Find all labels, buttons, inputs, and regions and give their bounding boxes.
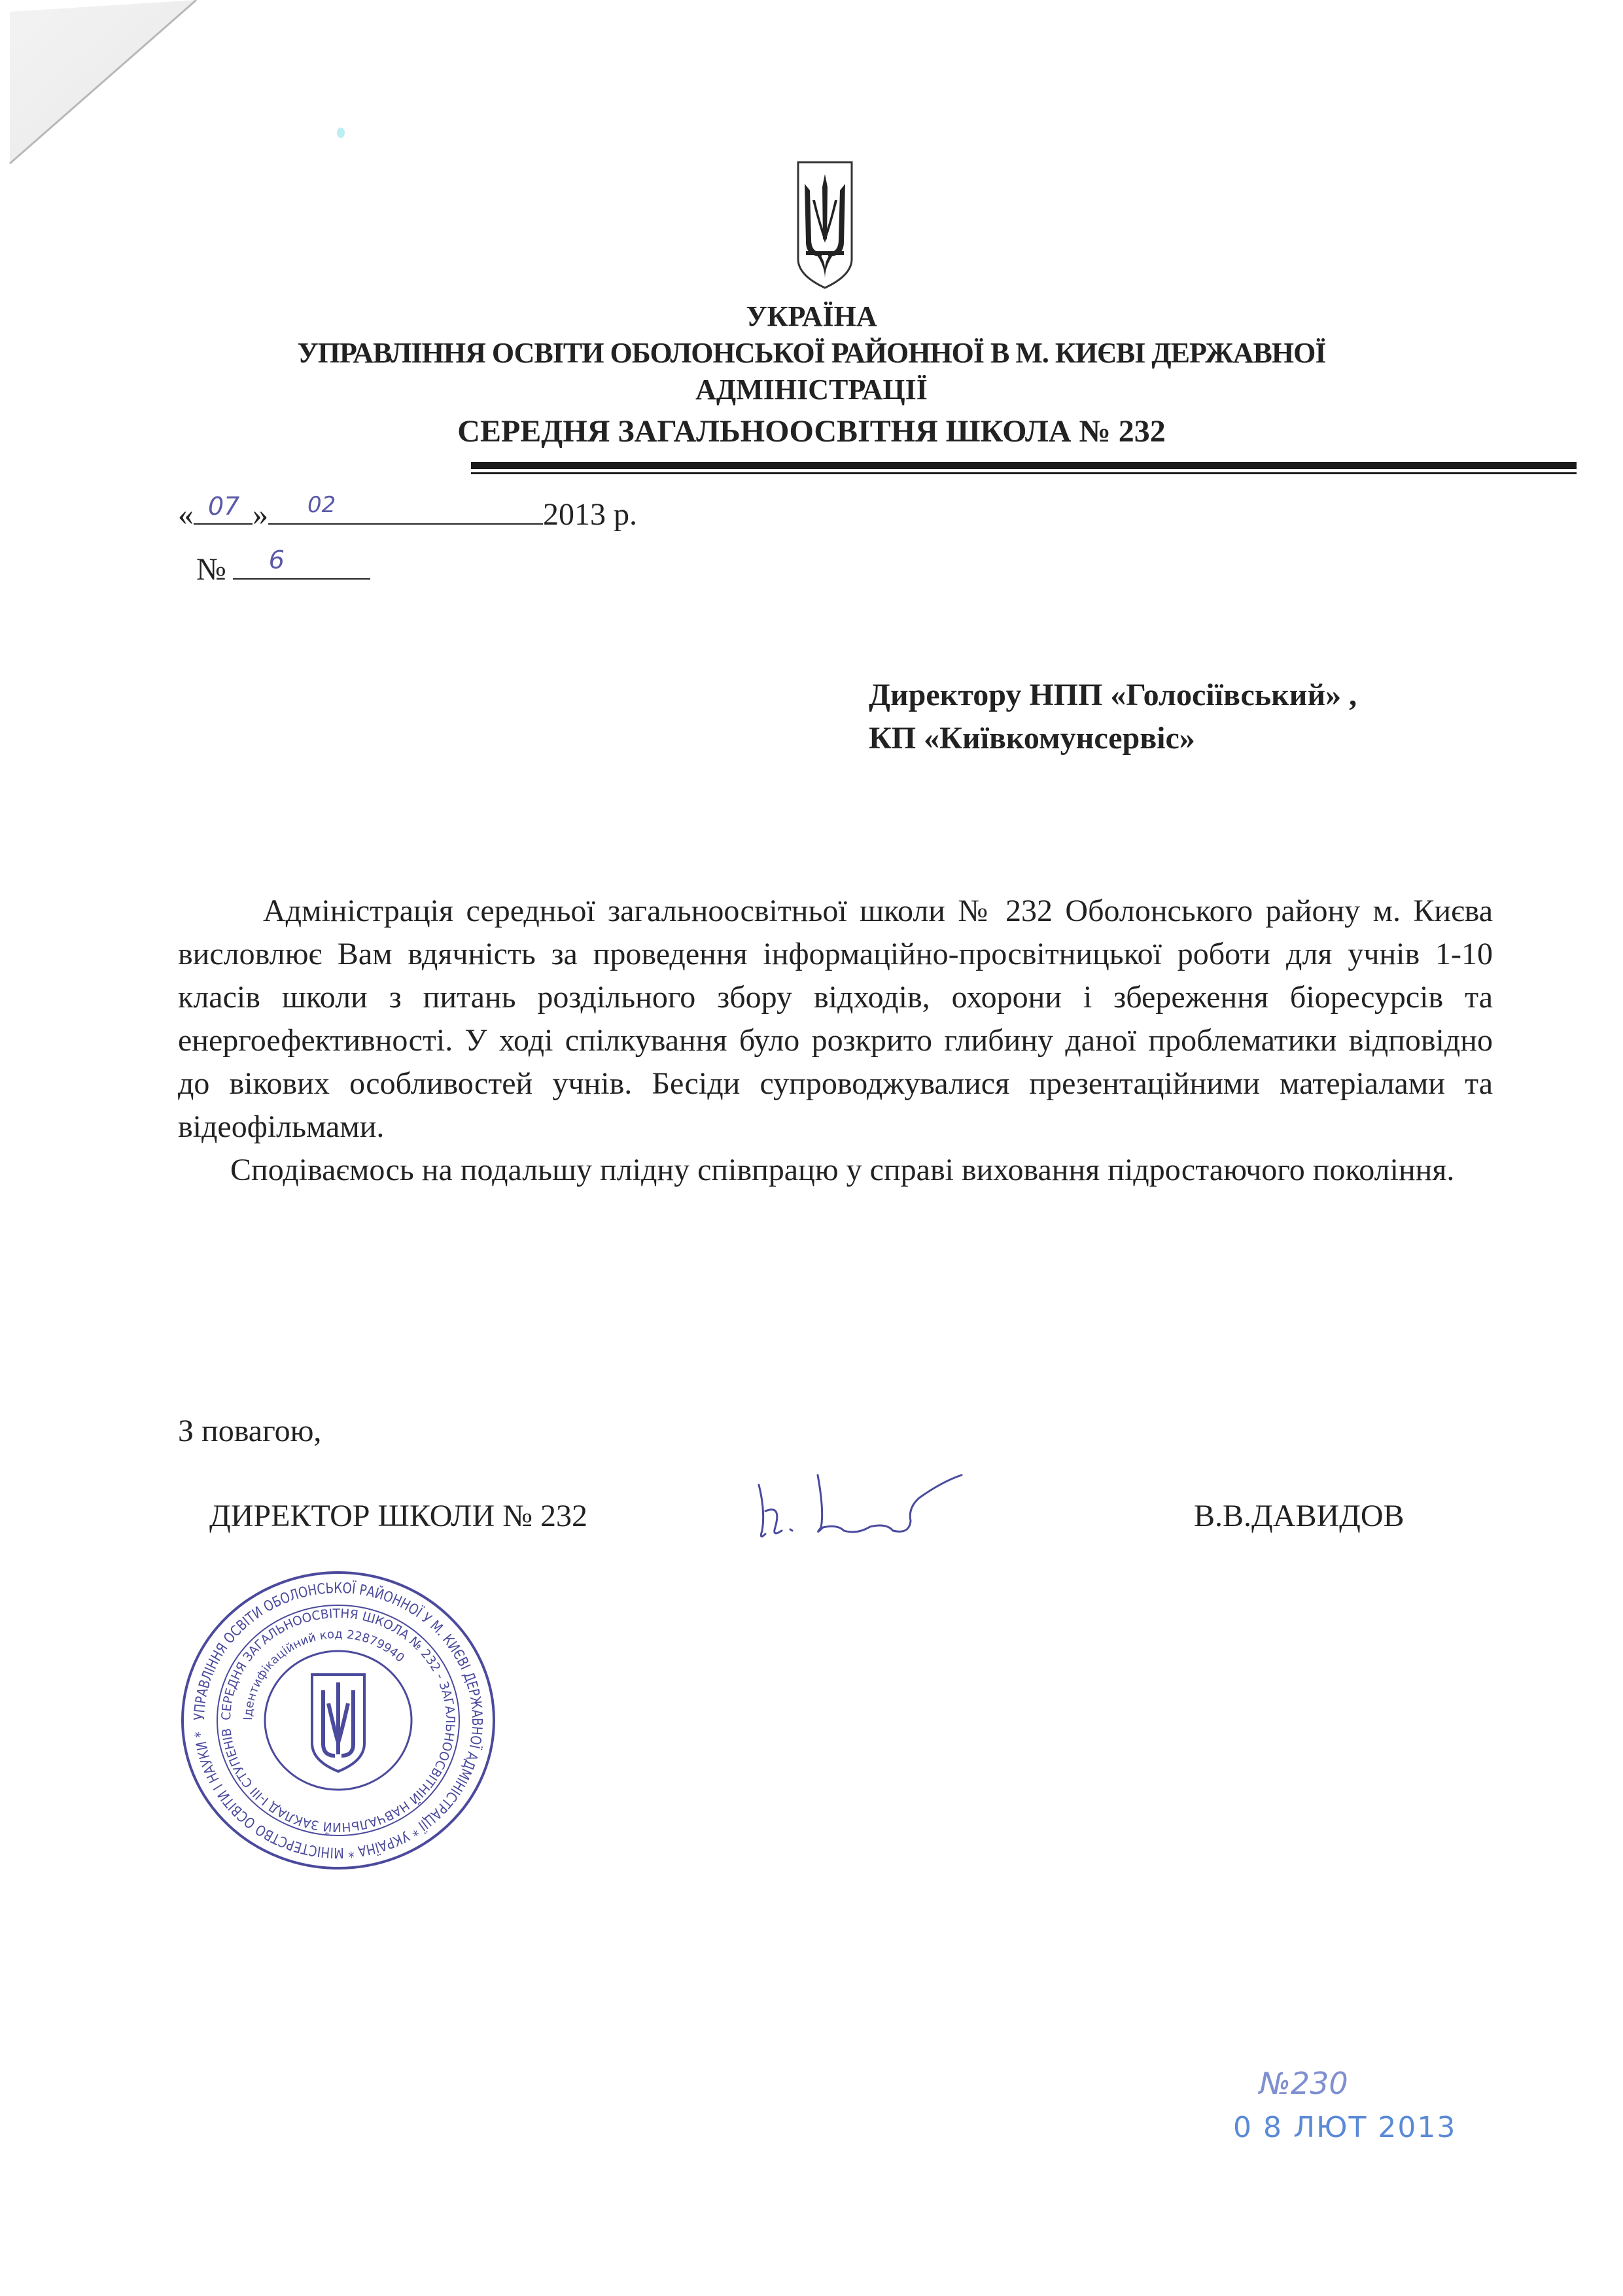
handwritten-signature <box>746 1472 994 1544</box>
number-field <box>233 546 370 580</box>
letterhead-department-line2: АДМІНІСТРАЦІЇ <box>695 374 928 406</box>
letterhead-country: УКРАЇНА <box>746 300 877 332</box>
body-paragraph-1: Адміністрація середньої загальноосвітньої школи № 232 Оболонського району м. Києва висловлює Вам вдячність за проведення інформаційно-просвітницької роботи для учнів 1-10 класів школи з питань роздільного збору відходів, охорони і збереження біоресурсів та енергоефективності. У ході спілкування було розкрито глибину даної проблематики відповідно до вікових особливостей учнів. Бесіди супроводжувалися презентаційними матеріалами та відеофільмами. <box>178 894 1493 1144</box>
outgoing-number-line <box>196 546 370 588</box>
body-paragraph-2: Сподіваємось на подальшу плідну співпрацю у справі виховання підростаючого покоління. <box>230 1153 1455 1187</box>
official-round-seal <box>178 1570 498 1871</box>
letter-body <box>178 890 1493 1192</box>
handwritten-month: 02 <box>307 492 336 518</box>
addressee-block <box>869 674 1588 760</box>
signatory-name: В.В.ДАВИДОВ <box>1194 1499 1405 1533</box>
outgoing-date-line <box>178 492 637 533</box>
number-label: № <box>196 552 226 587</box>
handwritten-number: 6 <box>268 546 285 574</box>
month-field <box>268 492 543 525</box>
closing-phrase: З повагою, <box>178 1414 322 1448</box>
seal-outer-text: УПРАВЛІННЯ ОСВІТИ ОБОЛОНСЬКОЇ РАЙОННОЇ У М. КИЄВІ ДЕРЖАВНОЇ АДМІНІСТРАЦІЇ * УКРАЇНА * МІНІСТЕРСТВО ОСВІТИ І НАУКИ * <box>191 1580 485 1861</box>
day-field <box>194 492 253 525</box>
scan-artifact <box>337 128 345 138</box>
open-quote: « <box>178 497 194 532</box>
seal-middle-text: СЕРЕДНЯ ЗАГАЛЬНООСВІТНЯ ШКОЛА № 232 - ЗАГАЛЬНООСВІТНІЙ НАВЧАЛЬНИЙ ЗАКЛАД І-ІІІ СТУПЕНІВ <box>218 1606 458 1835</box>
letterhead-rule-thick <box>471 462 1577 469</box>
close-quote: » <box>253 497 268 532</box>
seal-inner-text: Ідентифікаційний код 22879940 <box>241 1627 408 1721</box>
letterhead-rule-thin <box>471 472 1577 474</box>
incoming-date-stamp: 0 8 ЛЮТ 2013 <box>1233 2111 1457 2144</box>
signatory-position: ДИРЕКТОР ШКОЛИ № 232 <box>209 1499 588 1533</box>
seal-trident-icon <box>312 1675 364 1771</box>
incoming-registration-number: №230 <box>1259 2066 1348 2101</box>
letterhead-school-name: СЕРЕДНЯ ЗАГАЛЬНООСВІТНЯ ШКОЛА № 232 <box>457 414 1166 449</box>
trident-coat-of-arms-icon <box>795 161 854 289</box>
folded-page-corner <box>0 0 222 190</box>
year-text: 2013 р. <box>543 497 637 532</box>
handwritten-day: 07 <box>208 492 240 521</box>
addressee-line1: Директору НПП «Голосіївський» , <box>869 678 1357 712</box>
letterhead-department-line1: УПРАВЛІННЯ ОСВІТИ ОБОЛОНСЬКОЇ РАЙОННОЇ В М. КИЄВІ ДЕРЖАВНОЇ <box>297 337 1326 369</box>
addressee-line2: КП «Київкомунсервіс» <box>869 721 1195 756</box>
